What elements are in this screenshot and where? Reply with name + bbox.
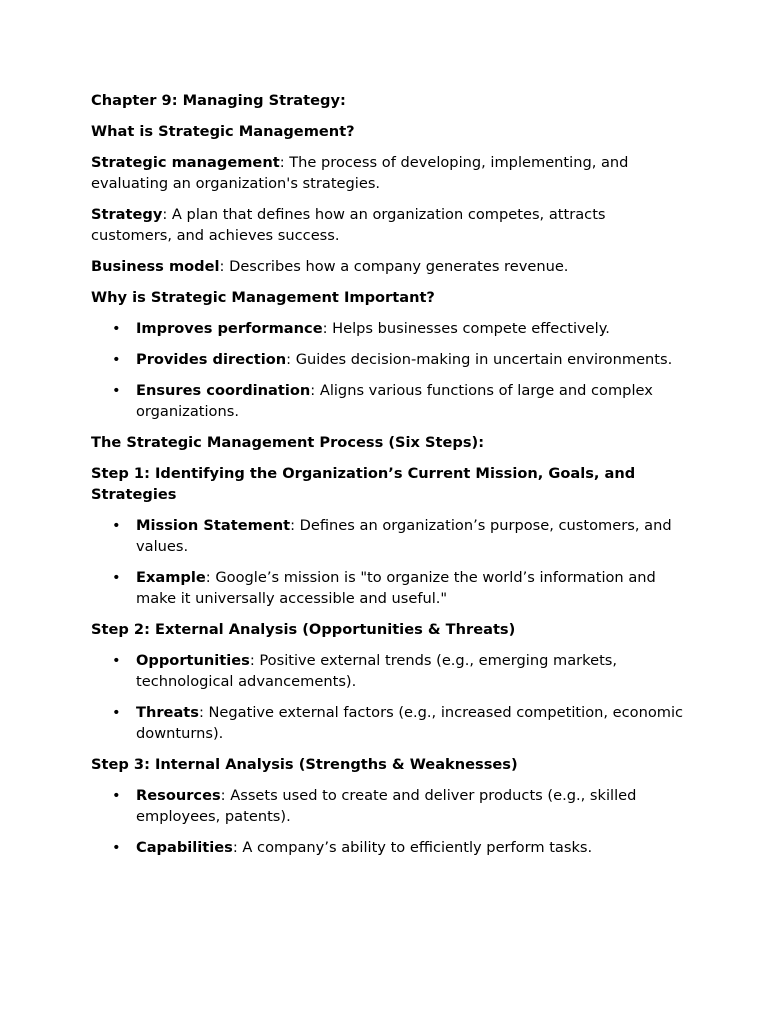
list-item	[91, 785, 691, 827]
bullet-term: Improves performance	[136, 320, 323, 337]
bullet-text: : Helps businesses compete effectively.	[322, 320, 610, 337]
definition-term: Strategic management	[91, 154, 280, 171]
bullet-text: : Negative external factors (e.g., increased competition, economic downturns).	[136, 704, 684, 742]
list-item	[91, 318, 691, 339]
bullet-icon: •	[112, 320, 121, 337]
step-heading: Step 3: Internal Analysis (Strengths & Weaknesses)	[91, 756, 518, 773]
document-body	[91, 90, 691, 868]
bullet-term: Capabilities	[136, 839, 233, 856]
definition-term: Business model	[91, 258, 220, 275]
bullet-icon: •	[112, 652, 121, 669]
bullet-icon: •	[112, 382, 121, 399]
bullet-list	[91, 515, 691, 609]
definition-text: : The process of developing, implementing, and evaluating an organization's strategies.	[91, 154, 629, 192]
bullet-list	[91, 650, 691, 744]
list-item	[91, 515, 691, 557]
list-item	[91, 349, 691, 370]
definition-term: Strategy	[91, 206, 163, 223]
definition-paragraph	[91, 152, 691, 194]
bullet-icon: •	[112, 569, 121, 586]
bullet-text: : Aligns various functions of large and complex organizations.	[136, 382, 653, 420]
definition-text: : Describes how a company generates revenue.	[219, 258, 569, 275]
bullet-icon: •	[112, 351, 121, 368]
list-item	[91, 837, 691, 858]
bullet-text: : Defines an organization’s purpose, customers, and values.	[136, 517, 672, 555]
chapter-title: Chapter 9: Managing Strategy:	[91, 92, 346, 109]
section-heading: What is Strategic Management?	[91, 123, 355, 140]
bullet-icon: •	[112, 839, 121, 856]
bullet-term: Resources	[136, 787, 221, 804]
definition-paragraph	[91, 256, 691, 277]
bullet-text: : A company’s ability to efficiently perform tasks.	[232, 839, 593, 856]
definition-paragraph	[91, 204, 691, 246]
list-item	[91, 380, 691, 422]
bullet-term: Example	[136, 569, 206, 586]
bullet-text: : Assets used to create and deliver products (e.g., skilled employees, patents).	[136, 787, 637, 825]
list-item	[91, 650, 691, 692]
bullet-text: : Guides decision-making in uncertain environments.	[286, 351, 673, 368]
bullet-term: Threats	[136, 704, 199, 721]
bullet-term: Ensures coordination	[136, 382, 311, 399]
bullet-list	[91, 318, 691, 422]
bullet-icon: •	[112, 787, 121, 804]
bullet-icon: •	[112, 704, 121, 721]
bullet-text: : Google’s mission is "to organize the world’s information and make it universally accessible and useful."	[136, 569, 656, 607]
list-item	[91, 567, 691, 609]
bullet-term: Opportunities	[136, 652, 250, 669]
section-heading: Why is Strategic Management Important?	[91, 289, 435, 306]
process-heading: The Strategic Management Process (Six Steps):	[91, 434, 485, 451]
step-heading: Step 1: Identifying the Organization’s Current Mission, Goals, and Strategies	[91, 465, 636, 503]
bullet-icon: •	[112, 517, 121, 534]
definition-text: : A plan that defines how an organization competes, attracts customers, and achieves success.	[91, 206, 606, 244]
bullet-term: Mission Statement	[136, 517, 291, 534]
list-item	[91, 702, 691, 744]
bullet-list	[91, 785, 691, 858]
step-heading: Step 2: External Analysis (Opportunities & Threats)	[91, 621, 516, 638]
bullet-term: Provides direction	[136, 351, 287, 368]
bullet-text: : Positive external trends (e.g., emerging markets, technological advancements).	[136, 652, 618, 690]
